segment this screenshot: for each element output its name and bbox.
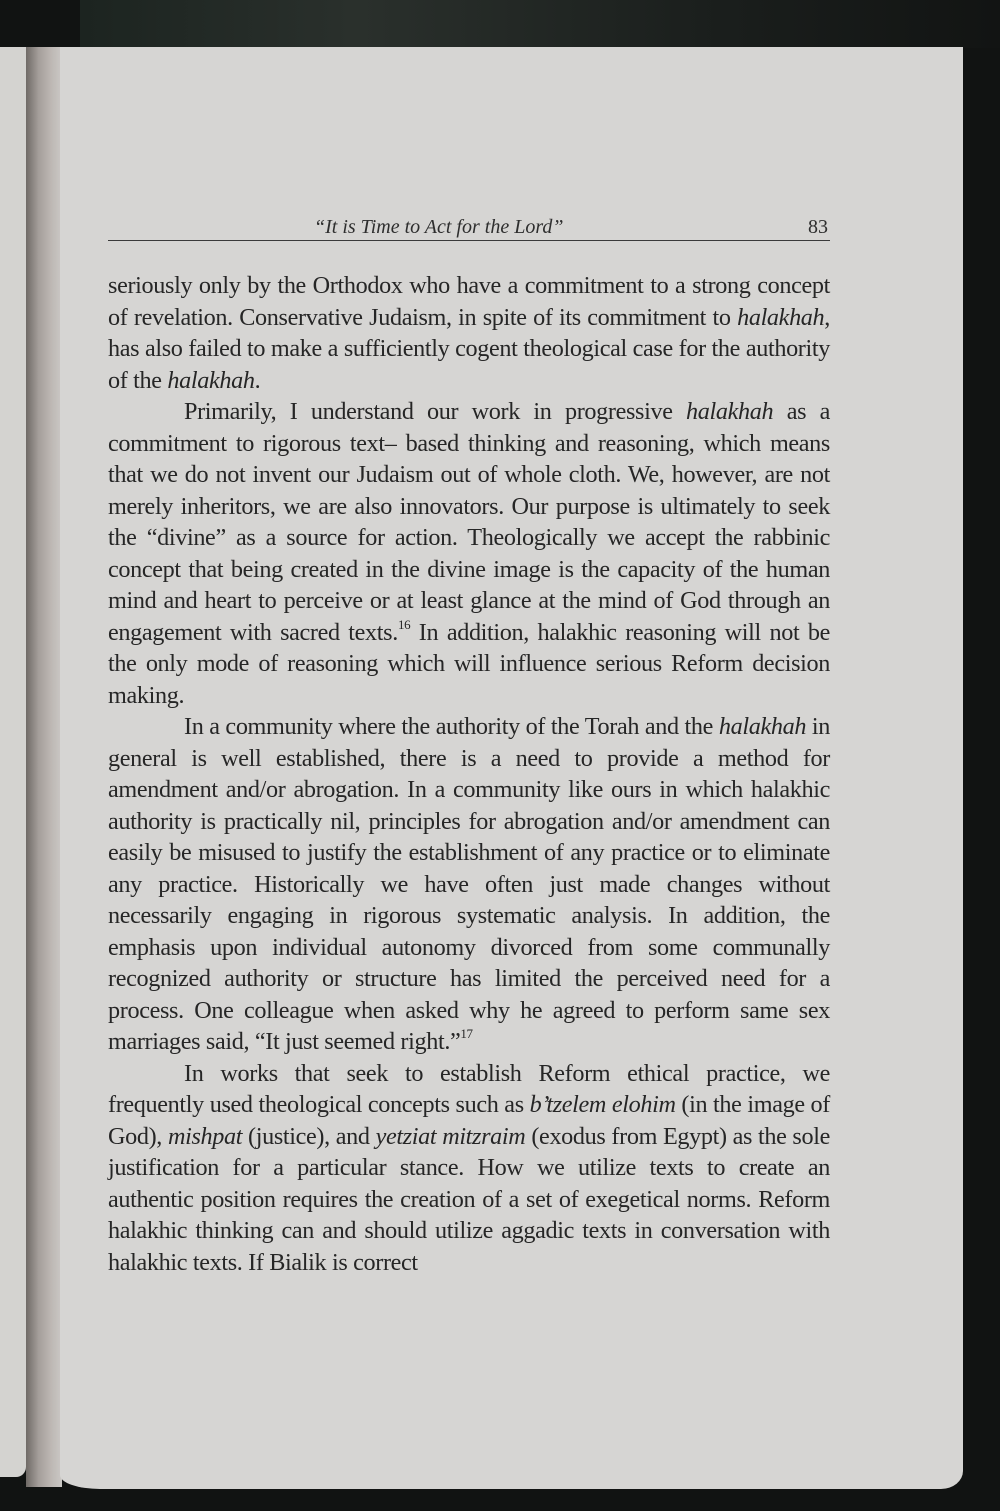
italic-term: mishpat: [167, 1122, 243, 1150]
paragraph-2: [108, 396, 830, 711]
text-run: In a community where the authority of the Torah and the: [184, 713, 719, 740]
text-run: In addition, halakhic reasoning will not be the only mode of reasoning which will influence serious Reform decision making.: [108, 618, 830, 709]
text-run: .: [254, 366, 261, 394]
italic-term: halakhah: [686, 398, 774, 425]
page-number: 83: [808, 216, 828, 238]
text-run: (exodus from Egypt) as the sole justification for a particular stance. How we utilize texts to create an authentic position requires the creation of a set of exegetical norms. Reform halakhic thinking can and should utilize aggadic texts in conversation with halakhic texts. If Bialik is correct: [108, 1122, 830, 1276]
footnote-ref: 16: [397, 616, 411, 632]
paragraph-3: [108, 711, 830, 1058]
body-text: [108, 270, 830, 1278]
running-head-title: “It is Time to Act for the Lord”: [314, 216, 564, 238]
text-run: (justice), and: [242, 1122, 376, 1150]
italic-term: b’tzelem elohim: [529, 1091, 676, 1118]
text-run: (in the image of God),: [108, 1091, 830, 1150]
running-head: [108, 214, 830, 241]
footnote-ref: 17: [460, 1026, 473, 1041]
italic-term: halakhah: [718, 713, 807, 740]
text-run: , has also failed to make a sufficiently cogent theological case for the authority of the: [108, 303, 830, 394]
text-run: Primarily, I understand our work in progressive: [184, 398, 687, 425]
previous-page-edge: [0, 47, 26, 1477]
italic-term: halakhah: [737, 303, 825, 331]
italic-term: yetziat mitzraim: [375, 1122, 526, 1150]
italic-term: halakhah: [167, 366, 255, 394]
book-gutter-shadow: [26, 47, 62, 1487]
paragraph-1: [108, 270, 830, 396]
text-run: seriously only by the Orthodox who have a commitment to a strong concept of revelation. Conservative Judaism, in spite of its commitment to: [108, 272, 830, 331]
text-run: as a commitment to rigorous text– based thinking and reasoning, which means that we do not invent our Judaism out of whole cloth. We, however, are not merely inheritors, we are also innovators. Our purpose is ultimately to seek the “divine” as a source for action. Theologically we accept the rabbinic concept that being created in the divine image is the capacity of the human mind and heart to perceive or at least glance at the mind of God through an engagement with sacred texts.: [108, 398, 830, 646]
scan-background: [80, 0, 1000, 48]
text-run: In works that seek to establish Reform ethical practice, we frequently used theological concepts such as: [108, 1059, 830, 1118]
text-run: in general is well established, there is a need to provide a method for amendment and/or abrogation. In a community like ours in which halakhic authority is practically nil, principles for abrogation and/or amendment can easily be misused to justify the establishment of any practice or to eliminate any practice. Historically we have often just made changes without necessarily engaging in rigorous systematic analysis. In addition, the emphasis upon individual autonomy divorced from some communally recognized authority or structure has limited the perceived need for a process. One colleague when asked why he agreed to perform same sex marriages said, “It just seemed right.”: [108, 713, 830, 1055]
paragraph-4: [108, 1058, 830, 1279]
